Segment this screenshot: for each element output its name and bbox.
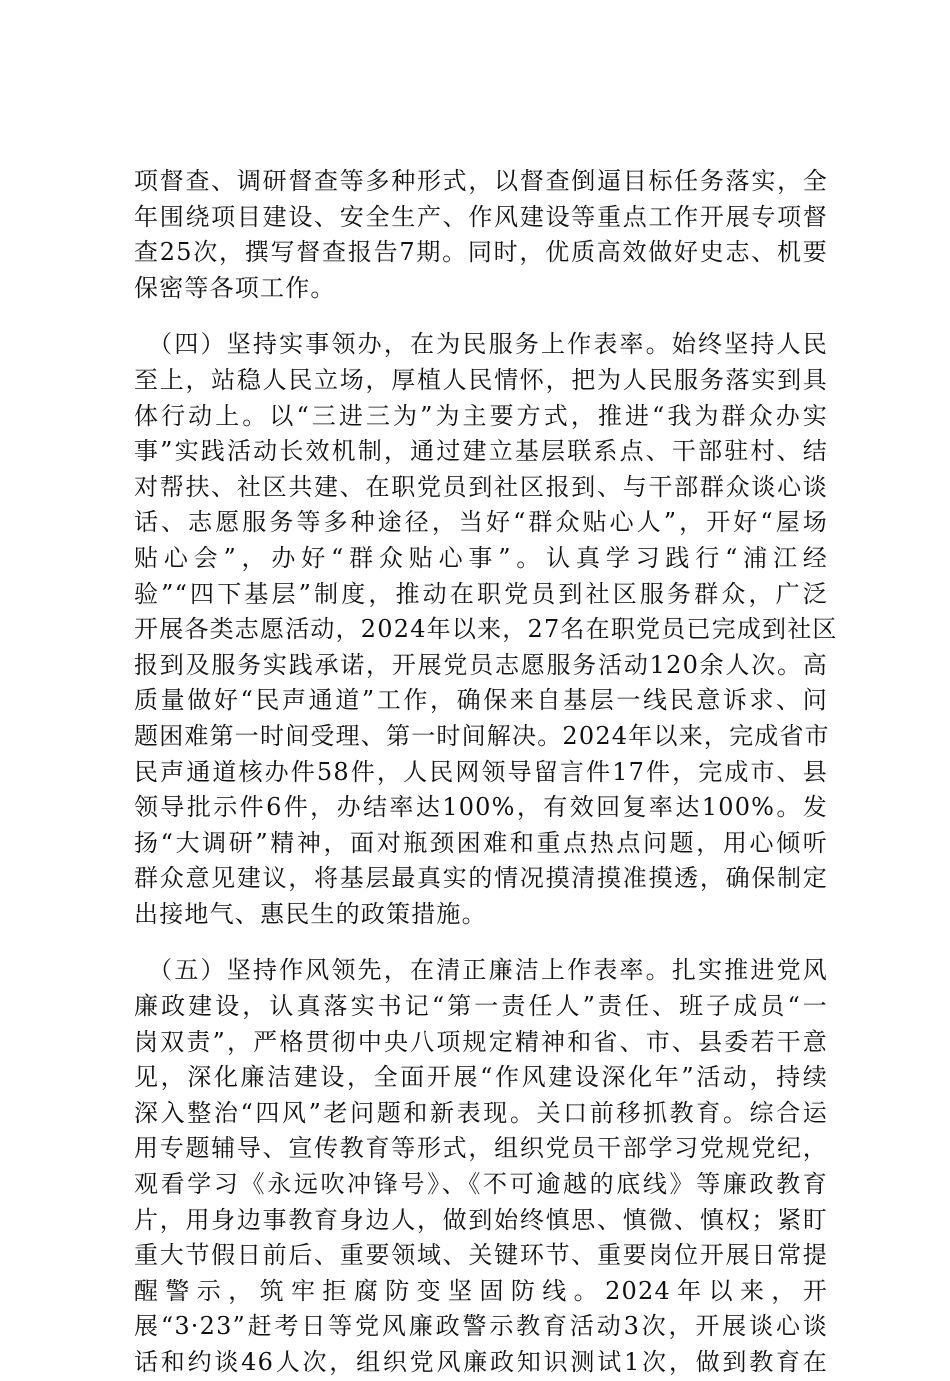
text-line: 话和约谈46人次，组织党风廉政知识测试1次，做到教育在 <box>134 1348 828 1376</box>
paragraph-gap <box>134 306 828 327</box>
text-line: 项督查、调研督查等多种形式，以督查倒逼目标任务落实，全 <box>134 167 828 195</box>
text-line: 至上，站稳人民立场，厚植人民情怀，把为人民服务落实到具 <box>134 365 828 394</box>
text-line: 事”实践活动长效机制，通过建立基层联系点、干部驻村、结 <box>134 437 828 466</box>
text-line: 对帮扶、社区共建、在职党员到社区报到、与干部群众谈心谈 <box>134 472 828 501</box>
text-line: 出接地气、惠民生的政策措施。 <box>134 899 487 928</box>
text-line: 群众意见建议，将基层最真实的情况摸清摸准摸透，确保制定 <box>134 864 828 893</box>
text-line: 保密等各项工作。 <box>134 273 336 302</box>
text-line: （四）坚持实事领办，在为民服务上作表率。始终坚持人民 <box>134 330 828 359</box>
document-body <box>134 164 838 1381</box>
text-line: 岗双责”，严格贯彻中央八项规定精神和省、市、县委若干意 <box>134 1027 828 1056</box>
text-line: 贴心会”，办好“群众贴心事”。认真学习践行“浦江经 <box>134 543 828 572</box>
paragraph-3 <box>134 953 828 1380</box>
text-line: 重大节假日前后、重要领域、关键环节、重要岗位开展日常提 <box>134 1241 828 1270</box>
text-line: 民声通道核办件58件，人民网领导留言件17件，完成市、县 <box>134 757 828 786</box>
paragraph-gap <box>134 932 828 953</box>
text-line: 观看学习《永远吹冲锋号》、《不可逾越的底线》等廉政教育 <box>134 1170 828 1199</box>
text-line: 报到及服务实践承诺，开展党员志愿服务活动120余人次。高 <box>134 650 828 679</box>
paragraph-2 <box>134 327 838 932</box>
text-line: 体行动上。以“三进三为”为主要方式，推进“我为群众办实 <box>134 401 828 430</box>
text-line: 廉政建设，认真落实书记“第一责任人”责任、班子成员“一 <box>134 992 828 1021</box>
paragraph-1 <box>134 164 828 306</box>
text-line: 见，深化廉洁建设，全面开展“作风建设深化年”活动，持续 <box>134 1063 828 1092</box>
text-line: 开展各类志愿活动，2024年以来，27名在职党员已完成到社区 <box>134 615 838 644</box>
text-line: 深入整治“四风”老问题和新表现。关口前移抓教育。综合运 <box>134 1098 828 1127</box>
text-line: 查25次，撰写督查报告7期。同时，优质高效做好史志、机要 <box>134 238 828 267</box>
text-line: （五）坚持作风领先，在清正廉洁上作表率。扎实推进党风 <box>134 956 828 985</box>
text-line: 用专题辅导、宣传教育等形式，组织党员干部学习党规党纪， <box>134 1134 828 1163</box>
text-line: 年围绕项目建设、安全生产、作风建设等重点工作开展专项督 <box>134 202 828 231</box>
text-line: 片，用身边事教育身边人，做到始终慎思、慎微、慎权；紧盯 <box>134 1205 828 1234</box>
text-line: 展“3·23”赶考日等党风廉政警示教育活动3次，开展谈心谈 <box>134 1312 828 1341</box>
text-line: 扬“大调研”精神，面对瓶颈困难和重点热点问题，用心倾听 <box>134 828 828 857</box>
text-line: 醒警示，筑牢拒腐防变坚固防线。2024年以来，开 <box>134 1276 828 1305</box>
text-line: 题困难第一时间受理、第一时间解决。2024年以来，完成省市 <box>134 721 830 750</box>
text-line: 验”“四下基层”制度，推动在职党员到社区服务群众，广泛 <box>134 579 828 608</box>
text-line: 话、志愿服务等多种途径，当好“群众贴心人”，开好“屋场 <box>134 508 828 537</box>
text-line: 领导批示件6件，办结率达100%，有效回复率达100%。发 <box>134 793 828 822</box>
text-line: 质量做好“民声通道”工作，确保来自基层一线民意诉求、问 <box>134 686 828 715</box>
